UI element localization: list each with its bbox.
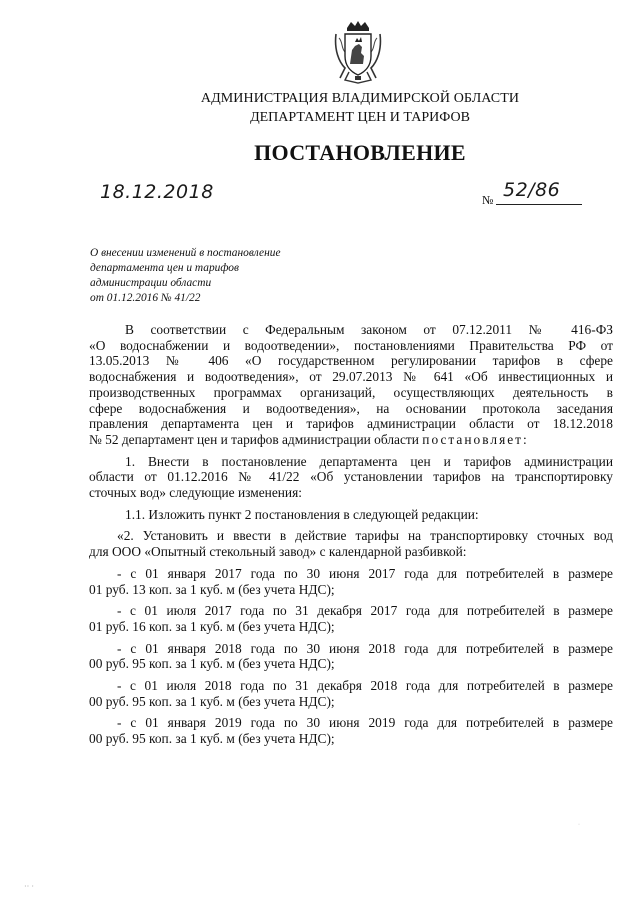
- scan-specks: ·· ·: [24, 882, 34, 891]
- preamble-line: В соответствии с Федеральным законом от 07.12.2011 № 416-ФЗ: [125, 322, 613, 337]
- postanovlyaet-word: постановляет:: [422, 431, 529, 447]
- tariff-line: 00 руб. 95 коп. за 1 куб. м (без учета НДС);: [89, 656, 335, 672]
- preamble-line: водоснабжения и водоотведения», от 29.07.2013 № 641 «Об инвестиционных и: [89, 369, 613, 385]
- org-name-line1: АДМИНИСТРАЦИЯ ВЛАДИМИРСКОЙ ОБЛАСТИ: [200, 91, 520, 106]
- item2-line: «2. Установить и ввести в действие тарифы на транспортировку сточных вод: [117, 528, 613, 544]
- item1-line: сточных вод» следующие изменения:: [89, 485, 302, 501]
- number-underline: [496, 204, 582, 205]
- preamble-line: № 52 департамент цен и тарифов администрации области: [89, 431, 423, 447]
- tariff-line: - с 01 июля 2018 года по 31 декабря 2018 года для потребителей в размере: [117, 678, 613, 694]
- number-label: №: [482, 193, 494, 207]
- preamble-line: 13.05.2013 № 406 «О государственном регулировании тарифов в сфере: [89, 353, 613, 369]
- tariff-line: 00 руб. 95 коп. за 1 куб. м (без учета НДС);: [89, 693, 335, 709]
- coat-of-arms-icon: [333, 20, 383, 84]
- tariff-line: 00 руб. 95 коп. за 1 куб. м (без учета НДС);: [89, 731, 335, 747]
- item1-line: области от 01.12.2016 № 41/22 «Об установлении тарифов на транспортировку: [89, 469, 613, 485]
- item1-1-line: 1.1. Изложить пункт 2 постановления в следующей редакции:: [125, 506, 479, 522]
- preamble-line-final: [89, 432, 613, 448]
- tariff-line: - с 01 января 2018 года по 30 июня 2018 года для потребителей в размере: [117, 640, 613, 656]
- scan-dot: ·: [578, 822, 580, 828]
- handwritten-date: 18.12.2018: [100, 181, 214, 203]
- tariff-line: - с 01 июля 2017 года по 31 декабря 2017 года для потребителей в размере: [117, 603, 613, 619]
- preamble-line: производственных программах организаций, осуществляющих деятельность в: [89, 384, 613, 400]
- tariff-line: - с 01 января 2017 года по 30 июня 2017 года для потребителей в размере: [117, 565, 613, 581]
- tariff-line: 01 руб. 16 коп. за 1 куб. м (без учета НДС);: [89, 618, 335, 634]
- subject-line: О внесении изменений в постановление: [90, 247, 281, 259]
- document-title: ПОСТАНОВЛЕНИЕ: [254, 140, 466, 165]
- item1-line: 1. Внести в постановление департамента цен и тарифов администрации: [125, 453, 613, 469]
- preamble-line: сфере водоснабжения и водоотведения», на основании протокола заседания: [89, 400, 613, 416]
- org-name-line2: ДЕПАРТАМЕНТ ЦЕН И ТАРИФОВ: [250, 110, 470, 125]
- tariff-line: - с 01 января 2019 года по 30 июня 2019 года для потребителей в размере: [117, 715, 613, 731]
- handwritten-number: 52/86: [503, 179, 561, 201]
- preamble-line: правления департамента цен и тарифов администрации области от 18.12.2018: [89, 416, 613, 432]
- document-subject: [90, 246, 281, 306]
- document-body: [89, 322, 613, 747]
- preamble-line: «О водоснабжении и водоотведении», постановлениями Правительства РФ от: [89, 337, 613, 353]
- subject-line: от 01.12.2016 № 41/22: [90, 292, 201, 304]
- subject-line: администрации области: [90, 277, 212, 289]
- tariff-line: 01 руб. 13 коп. за 1 куб. м (без учета НДС);: [89, 581, 335, 597]
- item2-line: для ООО «Опытный стекольный завод» с календарной разбивкой:: [89, 544, 467, 560]
- subject-line: департамента цен и тарифов: [90, 262, 239, 274]
